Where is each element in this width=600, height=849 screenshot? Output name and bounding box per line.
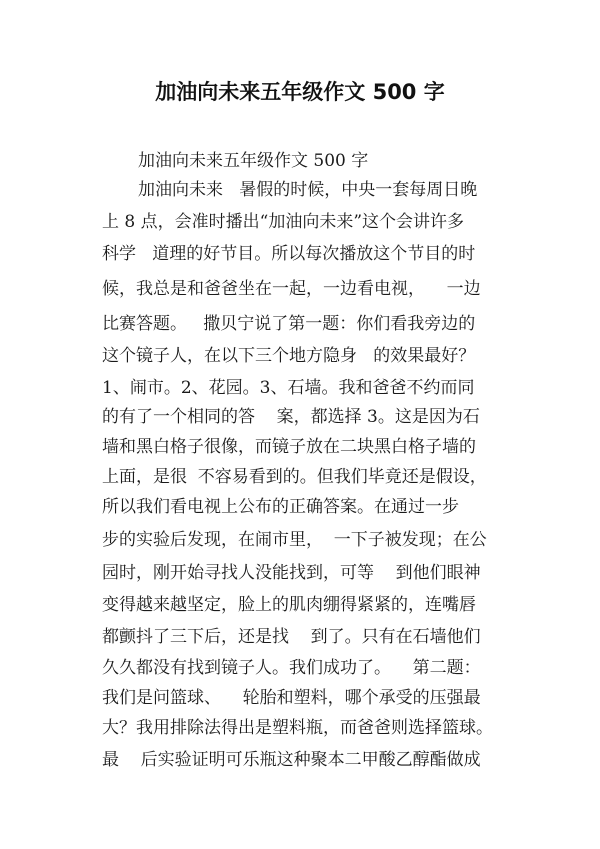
body-line: 都颤抖了三下后，还是找 到了。只有在石墙他们 (102, 627, 481, 647)
body-line: 园时，刚开始寻找人没能找到，可等 到他们眼神 (102, 563, 481, 583)
body-line: 我们是问篮球、 轮胎和塑料，哪个承受的压强最 (102, 688, 481, 708)
body-line: 候，我总是和爸爸坐在一起，一边看电视， 一边 (102, 279, 481, 299)
document-title: 加油向未来五年级作文 500 字 (155, 80, 445, 104)
body-line: 上 8 点，会准时播出“加油向未来”这个会讲许多 (102, 212, 465, 232)
body-line: 墙和黑白格子很像，而镜子放在二块黑白格子墙的 (102, 437, 476, 457)
body-line: 1、闹市。2、花园。3、石墙。我和爸爸不约而同 (102, 378, 475, 398)
body-line: 加油向未来五年级作文 500 字 (138, 151, 369, 171)
body-line: 变得越来越坚定，脸上的肌肉绷得紧紧的，连嘴唇 (102, 595, 476, 615)
body-line: 上面，是很 不容易看到的。但我们毕竟还是假设， (102, 467, 487, 487)
body-line: 科学 道理的好节目。所以每次播放这个节目的时 (102, 244, 476, 264)
body-line: 久久都没有找到镜子人。我们成功了。 第二题： (102, 658, 481, 678)
body-line: 步的实验后发现，在闹市里， 一下子被发现；在公 (102, 530, 487, 550)
body-line: 加油向未来 暑假的时候，中央一套每周日晚 (138, 180, 478, 200)
body-line: 最 后实验证明可乐瓶这种聚本二甲酸乙醇酯做成 (102, 750, 481, 770)
body-line: 比赛答题。 撒贝宁说了第一题：你们看我旁边的 (102, 314, 476, 334)
body-line: 大？我用排除法得出是塑料瓶，而爸爸则选择篮球。 (102, 718, 493, 738)
body-line: 所以我们看电视上公布的正确答案。在通过一步 (102, 497, 459, 517)
body-line: 的有了一个相同的答 案，都选择 3。这是因为石 (102, 407, 480, 427)
body-line: 这个镜子人，在以下三个地方隐身 的效果最好？ (102, 346, 476, 366)
